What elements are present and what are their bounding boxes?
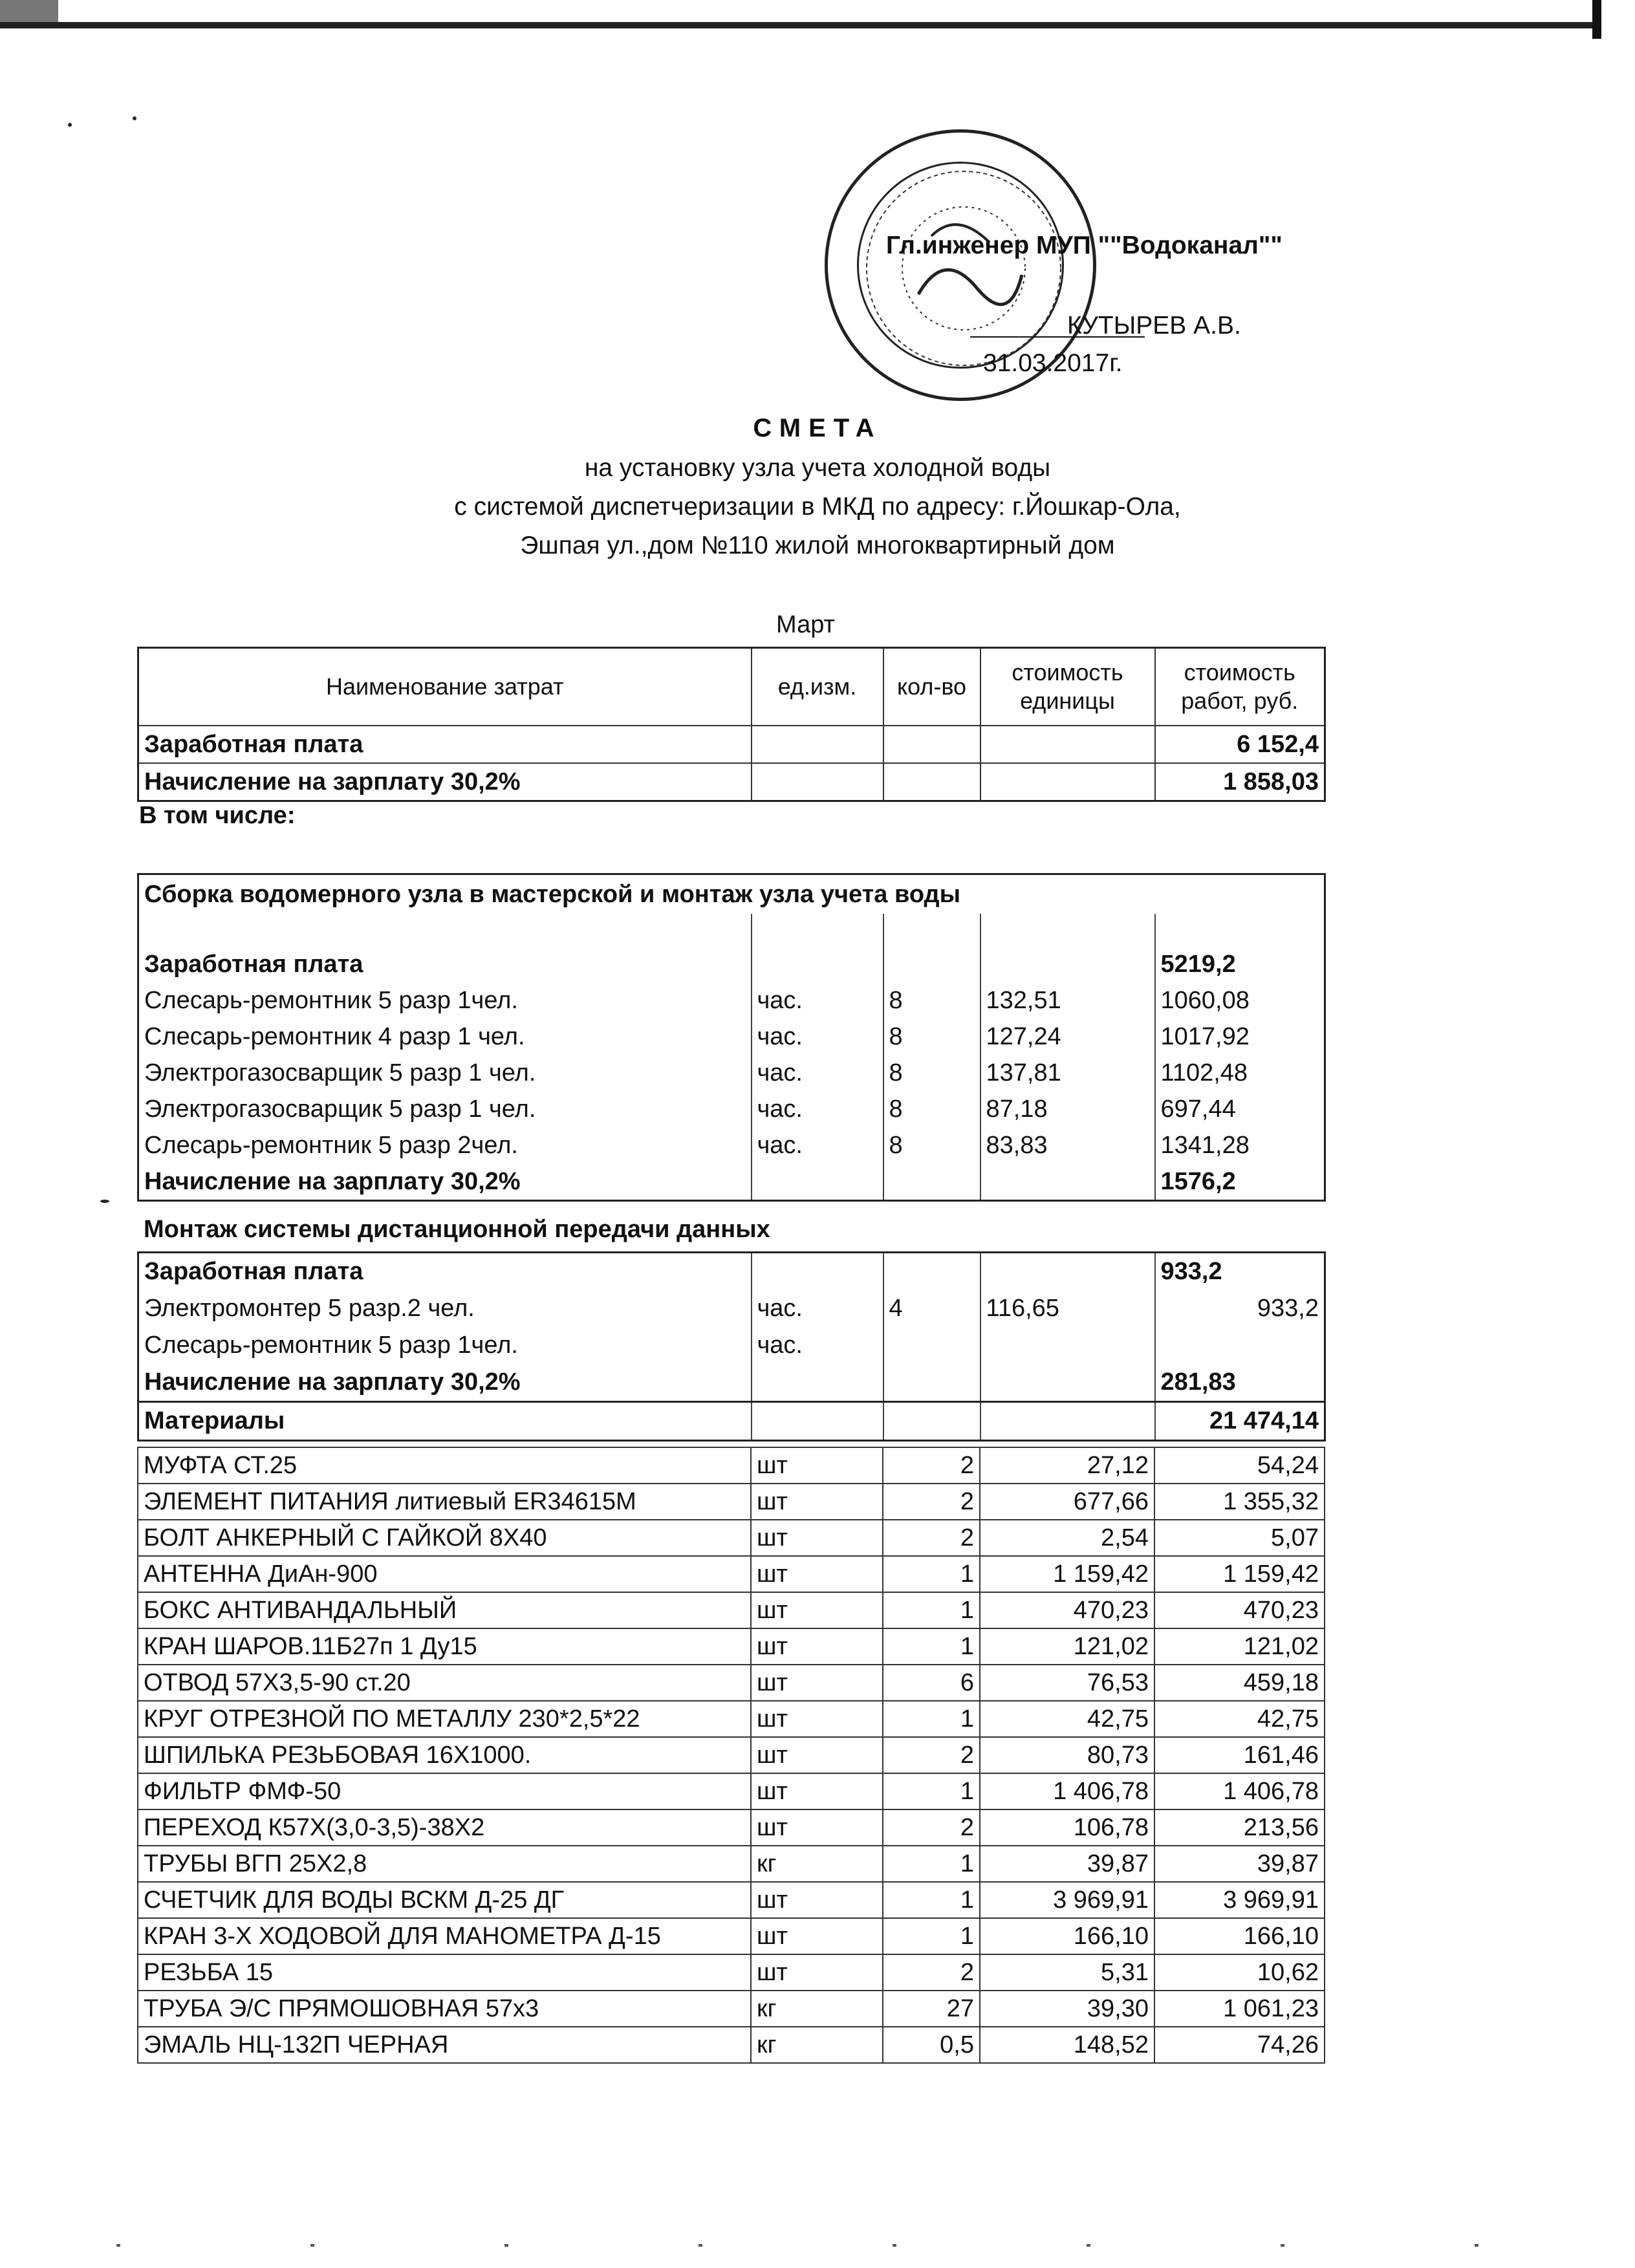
cell-qty: 4 bbox=[883, 1290, 980, 1327]
cell-unit bbox=[752, 1253, 883, 1291]
cell-price: 87,18 bbox=[980, 1091, 1155, 1127]
cell-qty: 2 bbox=[883, 1484, 980, 1520]
cell-qty: 27 bbox=[883, 1991, 980, 2027]
cell-total bbox=[1155, 914, 1325, 946]
cell-price: 148,52 bbox=[980, 2027, 1154, 2063]
cell-price: 83,83 bbox=[980, 1127, 1155, 1163]
cell-qty: 8 bbox=[883, 1055, 980, 1091]
cell-price: 39,30 bbox=[980, 1991, 1154, 2027]
cell-unit: шт bbox=[751, 1592, 883, 1628]
cell-total: 1 159,42 bbox=[1154, 1556, 1325, 1592]
document-subtitle-2: с системой диспетчеризации в МКД по адресу: г.Йошкар-Ола, bbox=[454, 493, 1181, 521]
cell-total bbox=[1155, 1327, 1325, 1364]
material-row bbox=[138, 1665, 1325, 1701]
cell-price bbox=[980, 914, 1155, 946]
cell-price bbox=[980, 1402, 1155, 1441]
cell-name: ЭМАЛЬ НЦ-132П ЧЕРНАЯ bbox=[138, 2027, 751, 2063]
cell-qty: 1 bbox=[883, 1701, 980, 1737]
material-row bbox=[138, 1809, 1325, 1846]
cell-qty: 8 bbox=[883, 1091, 980, 1127]
cell-price: 42,75 bbox=[980, 1701, 1154, 1737]
cell-name: Заработная плата bbox=[138, 726, 752, 763]
cell-qty bbox=[883, 1253, 980, 1291]
section2-materials-row bbox=[138, 1402, 1325, 1441]
cell-total: 42,75 bbox=[1154, 1701, 1325, 1737]
cell-unit: час. bbox=[752, 1127, 883, 1163]
cell-total: 1 858,03 bbox=[1155, 763, 1325, 801]
cell-total: 933,2 bbox=[1155, 1253, 1325, 1291]
material-row bbox=[138, 1918, 1325, 1954]
cell-name: ЭЛЕМЕНТ ПИТАНИЯ литиевый ER34615M bbox=[138, 1484, 751, 1520]
cell-total: 281,83 bbox=[1155, 1364, 1325, 1402]
section2-title: Монтаж системы дистанционной передачи данных bbox=[144, 1216, 770, 1243]
material-row bbox=[138, 1773, 1325, 1809]
cell-total: 161,46 bbox=[1154, 1737, 1325, 1773]
cell-unit bbox=[752, 1402, 883, 1441]
cell-name: СЧЕТЧИК ДЛЯ ВОДЫ ВСКМ Д-25 ДГ bbox=[138, 1882, 751, 1918]
cell-name: КРАН 3-Х ХОДОВОЙ ДЛЯ МАНОМЕТРА Д-15 bbox=[138, 1918, 751, 1954]
cell-qty bbox=[883, 763, 980, 801]
cell-total: 39,87 bbox=[1154, 1846, 1325, 1882]
cell-name: Слесарь-ремонтник 4 разр 1 чел. bbox=[144, 1022, 525, 1050]
section1-row bbox=[138, 1127, 1325, 1163]
cell-unit: кг bbox=[751, 1846, 883, 1882]
cell-unit: шт bbox=[751, 1520, 883, 1556]
material-row bbox=[138, 1991, 1325, 2027]
section2-salary-row bbox=[138, 1253, 1325, 1291]
cell-total: 470,23 bbox=[1154, 1592, 1325, 1628]
approval-date: 31.03.2017г. bbox=[983, 349, 1123, 377]
cell-name: ТРУБА Э/С ПРЯМОШОВНАЯ 57х3 bbox=[138, 1991, 751, 2027]
cell-total: 21 474,14 bbox=[1155, 1402, 1325, 1441]
cell-price: 677,66 bbox=[980, 1484, 1154, 1520]
cell-unit: час. bbox=[752, 1019, 883, 1055]
spacer-row bbox=[138, 914, 1325, 946]
cell-name: Электрогазосварщик 5 разр 1 чел. bbox=[144, 1059, 536, 1086]
cell-name: КРАН ШАРОВ.11Б27п 1 Ду15 bbox=[138, 1628, 751, 1665]
document-subtitle-1: на установку узла учета холодной воды bbox=[584, 454, 1051, 482]
document-subtitle-3: Эшпая ул.,дом №110 жилой многоквартирный дом bbox=[520, 532, 1115, 559]
cell-total: 1 355,32 bbox=[1154, 1484, 1325, 1520]
summary-row-accrual bbox=[138, 763, 1325, 801]
scan-border-right bbox=[1592, 0, 1601, 39]
cell-qty: 2 bbox=[883, 1737, 980, 1773]
cell-unit: шт bbox=[751, 1484, 883, 1520]
cell-price: 106,78 bbox=[980, 1809, 1154, 1846]
cell-name: РЕЗЬБА 15 bbox=[138, 1954, 751, 1991]
cell-price: 132,51 bbox=[980, 982, 1155, 1019]
scan-corner-artifact bbox=[0, 0, 58, 22]
material-row bbox=[138, 2027, 1325, 2063]
cell-qty: 1 bbox=[883, 1882, 980, 1918]
cell-total: 933,2 bbox=[1155, 1290, 1325, 1327]
cell-unit: шт bbox=[751, 1882, 883, 1918]
cell-qty: 0,5 bbox=[883, 2027, 980, 2063]
cell-total: 1017,92 bbox=[1155, 1019, 1325, 1055]
material-row bbox=[138, 1628, 1325, 1665]
cell-name: ФИЛЬТР ФМФ-50 bbox=[138, 1773, 751, 1809]
cell-unit: час. bbox=[752, 982, 883, 1019]
cell-price: 76,53 bbox=[980, 1665, 1154, 1701]
cell-name: ПЕРЕХОД К57Х(3,0-3,5)-38Х2 bbox=[138, 1809, 751, 1846]
cell-price: 39,87 bbox=[980, 1846, 1154, 1882]
cell-price: 470,23 bbox=[980, 1592, 1154, 1628]
cell-price: 5,31 bbox=[980, 1954, 1154, 1991]
including-label: В том числе: bbox=[139, 802, 296, 829]
cell-price: 1 406,78 bbox=[980, 1773, 1154, 1809]
cell-total: 54,24 bbox=[1154, 1447, 1325, 1484]
section1-row bbox=[138, 1019, 1325, 1055]
cell-total: 459,18 bbox=[1154, 1665, 1325, 1701]
approval-title: Гл.инженер МУП ""Водоканал"" bbox=[886, 232, 1283, 259]
cell-unit bbox=[752, 763, 883, 801]
material-row bbox=[138, 1520, 1325, 1556]
header-work-cost bbox=[1155, 648, 1325, 726]
material-row bbox=[138, 1954, 1325, 1991]
cell-qty: 8 bbox=[883, 1019, 980, 1055]
approval-signatory: КУТЫРЕВ А.В. bbox=[1067, 312, 1241, 340]
cell-price: 2,54 bbox=[980, 1520, 1154, 1556]
cell-qty bbox=[883, 946, 980, 982]
cell-unit: шт bbox=[751, 1556, 883, 1592]
cell-name: Заработная плата bbox=[144, 1258, 363, 1285]
cell-price bbox=[980, 946, 1155, 982]
cell-unit: шт bbox=[751, 1809, 883, 1846]
cell-total: 1102,48 bbox=[1155, 1055, 1325, 1091]
header-unit-cost-line2: единицы bbox=[1020, 687, 1115, 714]
cell-qty bbox=[883, 1364, 980, 1402]
cell-total: 1060,08 bbox=[1155, 982, 1325, 1019]
cell-unit bbox=[752, 726, 883, 763]
document-month: Март bbox=[776, 611, 835, 638]
cell-unit: шт bbox=[751, 1665, 883, 1701]
cell-qty: 1 bbox=[883, 1628, 980, 1665]
cell-total: 6 152,4 bbox=[1155, 726, 1325, 763]
cell-name: Заработная плата bbox=[144, 950, 363, 978]
cell-qty: 2 bbox=[883, 1809, 980, 1846]
cell-unit: кг bbox=[751, 2027, 883, 2063]
summary-table bbox=[137, 647, 1326, 802]
cell-unit: час. bbox=[752, 1327, 883, 1364]
cell-qty: 1 bbox=[883, 1556, 980, 1592]
header-unit-cost-line1: стоимость bbox=[1012, 659, 1123, 686]
cell-total: 10,62 bbox=[1154, 1954, 1325, 1991]
cell-qty: 8 bbox=[883, 982, 980, 1019]
header-work-cost-line2: работ, руб. bbox=[1181, 687, 1299, 714]
cell-name: ОТВОД 57Х3,5-90 ст.20 bbox=[138, 1665, 751, 1701]
cell-total: 1 406,78 bbox=[1154, 1773, 1325, 1809]
materials-table-body bbox=[138, 1447, 1325, 2063]
cell-qty bbox=[883, 1163, 980, 1201]
cell-name: АНТЕННА ДиАн-900 bbox=[138, 1556, 751, 1592]
cell-price: 3 969,91 bbox=[980, 1882, 1154, 1918]
scan-speck bbox=[68, 123, 72, 127]
cell-price: 80,73 bbox=[980, 1737, 1154, 1773]
cell-qty: 1 bbox=[883, 1773, 980, 1809]
section1-row bbox=[138, 982, 1325, 1019]
material-row bbox=[138, 1882, 1325, 1918]
cell-price: 1 159,42 bbox=[980, 1556, 1154, 1592]
cell-total: 697,44 bbox=[1155, 1091, 1325, 1127]
cell-name: Электромонтер 5 разр.2 чел. bbox=[144, 1295, 475, 1322]
section2-row bbox=[138, 1327, 1325, 1364]
material-row bbox=[138, 1701, 1325, 1737]
cell-name: Начисление на зарплату 30,2% bbox=[138, 763, 752, 801]
cell-name: Электрогазосварщик 5 разр 1 чел. bbox=[144, 1095, 536, 1123]
cell-name: Слесарь-ремонтник 5 разр 2чел. bbox=[144, 1131, 518, 1159]
cell-total: 3 969,91 bbox=[1154, 1882, 1325, 1918]
cell-name: Слесарь-ремонтник 5 разр 1чел. bbox=[144, 1332, 518, 1359]
cell-price: 127,24 bbox=[980, 1019, 1155, 1055]
cell-unit: шт bbox=[751, 1954, 883, 1991]
section2-accrual-row bbox=[138, 1364, 1325, 1402]
cell-total: 74,26 bbox=[1154, 2027, 1325, 2063]
scan-bottom-dots bbox=[116, 2244, 1507, 2247]
cell-name: БОКС АНТИВАНДАЛЬНЫЙ bbox=[138, 1592, 751, 1628]
cell-qty: 1 bbox=[883, 1846, 980, 1882]
cell-total: 1341,28 bbox=[1155, 1127, 1325, 1163]
materials-table bbox=[137, 1447, 1325, 2064]
cell-qty bbox=[883, 726, 980, 763]
section1-accrual-row bbox=[138, 1163, 1325, 1201]
summary-header-row bbox=[138, 648, 1325, 726]
cell-price bbox=[980, 1163, 1155, 1201]
cell-price bbox=[980, 1327, 1155, 1364]
section2-row bbox=[138, 1290, 1325, 1327]
material-row bbox=[138, 1592, 1325, 1628]
cell-unit: час. bbox=[752, 1290, 883, 1327]
cell-unit: шт bbox=[751, 1701, 883, 1737]
section2-table bbox=[137, 1251, 1326, 1442]
cell-name: БОЛТ АНКЕРНЫЙ С ГАЙКОЙ 8Х40 bbox=[138, 1520, 751, 1556]
cell-price bbox=[980, 763, 1155, 801]
cell-name: Материалы bbox=[138, 1402, 752, 1441]
header-qty: кол-во bbox=[883, 648, 980, 726]
section1-title: Сборка водомерного узла в мастерской и монтаж узла учета воды bbox=[144, 880, 961, 908]
cell-name: Начисление на зарплату 30,2% bbox=[144, 1167, 521, 1195]
cell-total: 5,07 bbox=[1154, 1520, 1325, 1556]
cell-total: 5219,2 bbox=[1155, 946, 1325, 982]
cell-qty: 2 bbox=[883, 1954, 980, 1991]
material-row bbox=[138, 1846, 1325, 1882]
cell-price: 121,02 bbox=[980, 1628, 1154, 1665]
cell-name bbox=[138, 914, 752, 946]
cell-unit bbox=[752, 1364, 883, 1402]
cell-qty: 2 bbox=[883, 1447, 980, 1484]
cell-name: Начисление на зарплату 30,2% bbox=[144, 1368, 521, 1396]
cell-name: КРУГ ОТРЕЗНОЙ ПО МЕТАЛЛУ 230*2,5*22 bbox=[138, 1701, 751, 1737]
cell-price: 116,65 bbox=[980, 1290, 1155, 1327]
cell-qty: 1 bbox=[883, 1918, 980, 1954]
cell-unit: шт bbox=[751, 1447, 883, 1484]
header-work-cost-line1: стоимость bbox=[1184, 659, 1295, 686]
material-row bbox=[138, 1484, 1325, 1520]
header-name: Наименование затрат bbox=[138, 648, 752, 726]
cell-unit: кг bbox=[751, 1991, 883, 2027]
cell-price bbox=[980, 1364, 1155, 1402]
section1-row bbox=[138, 1055, 1325, 1091]
cell-unit: шт bbox=[751, 1737, 883, 1773]
cell-price bbox=[980, 1253, 1155, 1291]
cell-qty bbox=[883, 1402, 980, 1441]
cell-unit: час. bbox=[752, 1055, 883, 1091]
cell-price bbox=[980, 726, 1155, 763]
cell-unit: час. bbox=[752, 1091, 883, 1127]
cell-price: 166,10 bbox=[980, 1918, 1154, 1954]
cell-price: 27,12 bbox=[980, 1447, 1154, 1484]
cell-name: МУФТА СТ.25 bbox=[138, 1447, 751, 1484]
material-row bbox=[138, 1737, 1325, 1773]
document-title: СМЕТА bbox=[753, 414, 882, 442]
material-row bbox=[138, 1556, 1325, 1592]
scan-border-top bbox=[0, 0, 1597, 28]
cell-qty bbox=[883, 1327, 980, 1364]
header-unit: ед.изм. bbox=[752, 648, 883, 726]
summary-row-salary bbox=[138, 726, 1325, 763]
cell-unit bbox=[752, 914, 883, 946]
cell-qty: 6 bbox=[883, 1665, 980, 1701]
cell-unit: шт bbox=[751, 1918, 883, 1954]
section1-row bbox=[138, 1091, 1325, 1127]
section1-salary-row bbox=[138, 946, 1325, 982]
section1-title-row bbox=[138, 874, 1325, 914]
section1-table bbox=[137, 873, 1326, 1202]
cell-total: 121,02 bbox=[1154, 1628, 1325, 1665]
cell-total: 166,10 bbox=[1154, 1918, 1325, 1954]
cell-unit bbox=[752, 946, 883, 982]
cell-qty: 2 bbox=[883, 1520, 980, 1556]
material-row bbox=[138, 1447, 1325, 1484]
cell-total: 1576,2 bbox=[1155, 1163, 1325, 1201]
cell-name: ТРУБЫ ВГП 25Х2,8 bbox=[138, 1846, 751, 1882]
cell-unit: шт bbox=[751, 1773, 883, 1809]
header-unit-cost bbox=[980, 648, 1155, 726]
cell-name: ШПИЛЬКА РЕЗЬБОВАЯ 16Х1000. bbox=[138, 1737, 751, 1773]
cell-total: 1 061,23 bbox=[1154, 1991, 1325, 2027]
cell-qty: 8 bbox=[883, 1127, 980, 1163]
cell-qty bbox=[883, 914, 980, 946]
cell-price: 137,81 bbox=[980, 1055, 1155, 1091]
cell-total: 213,56 bbox=[1154, 1809, 1325, 1846]
cell-unit bbox=[752, 1163, 883, 1201]
cell-unit: шт bbox=[751, 1628, 883, 1665]
cell-qty: 1 bbox=[883, 1592, 980, 1628]
cell-name: Слесарь-ремонтник 5 разр 1чел. bbox=[144, 986, 518, 1014]
scan-speck bbox=[133, 116, 136, 120]
scan-speck bbox=[100, 1200, 109, 1203]
